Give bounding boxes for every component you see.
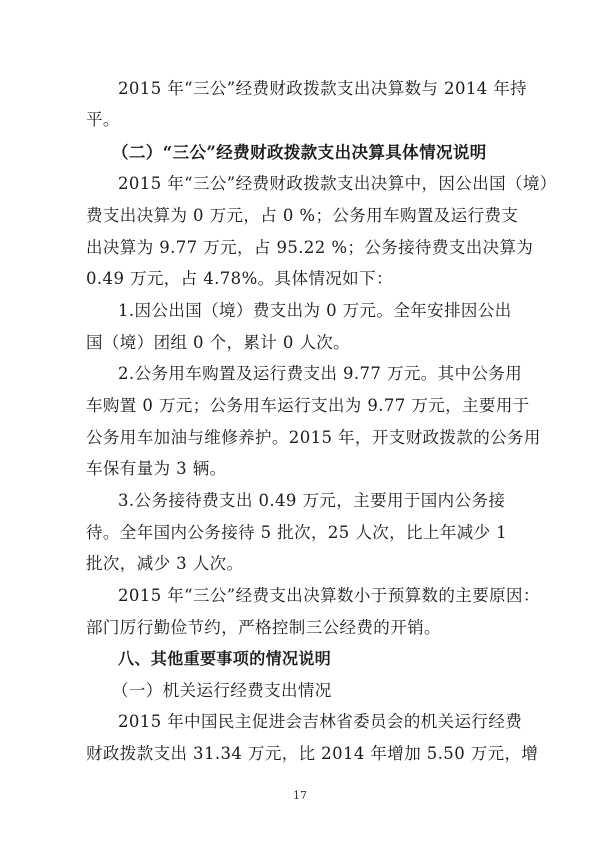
- paragraph-line: 财政拨款支出 31.34 万元，比 2014 年增加 5.50 万元，增: [86, 744, 539, 763]
- paragraph-line: 部门厉行勤俭节约，严格控制三公经费的开销。: [86, 618, 441, 637]
- paragraph-line: 费支出决算为 0 万元，占 0 %；公务用车购置及运行费支: [86, 206, 519, 225]
- subsection-heading: （一）机关运行经费支出情况: [112, 681, 332, 700]
- paragraph-line: 国（境）团组 0 个，累计 0 人次。: [86, 333, 351, 352]
- page-number: 17: [293, 789, 307, 802]
- paragraph-line: 2.公务用车购置及运行费支出 9.77 万元。其中公务用: [118, 364, 523, 383]
- subsection-heading: （二）“三公”经费财政拨款支出决算具体情况说明: [112, 143, 487, 162]
- paragraph-line: 待。全年国内公务接待 5 批次，25 人次，比上年减少 1: [86, 523, 508, 542]
- paragraph-line: 公务用车加油与维修养护。2015 年，开支财政拨款的公务用: [86, 428, 541, 447]
- paragraph-line: 2015 年中国民主促进会吉林省委员会的机关运行经费: [118, 712, 523, 731]
- paragraph-line: 1.因公出国（境）费支出为 0 万元。全年安排因公出: [118, 301, 512, 320]
- paragraph-line: 2015 年“三公”经费财政拨款支出决算数与 2014 年持: [118, 79, 528, 98]
- paragraph-line: 2015 年“三公”经费支出决算数小于预算数的主要原因：: [118, 586, 540, 605]
- paragraph-line: 出决算为 9.77 万元，占 95.22 %；公务接待费支出决算为: [86, 238, 534, 257]
- section-heading: 八、其他重要事项的情况说明: [118, 649, 332, 668]
- paragraph-line: 2015 年“三公”经费财政拨款支出决算中，因公出国（境）: [118, 174, 557, 193]
- paragraph-line: 车保有量为 3 辆。: [86, 459, 227, 478]
- paragraph-line: 3.公务接待费支出 0.49 万元，主要用于国内公务接: [118, 491, 506, 510]
- paragraph-line: 批次，减少 3 人次。: [86, 554, 244, 573]
- paragraph-line: 0.49 万元，占 4.78%。具体情况如下：: [86, 269, 393, 288]
- paragraph-line: 车购置 0 万元；公务用车运行支出为 9.77 万元，主要用于: [86, 396, 530, 415]
- paragraph-line: 平。: [86, 110, 120, 129]
